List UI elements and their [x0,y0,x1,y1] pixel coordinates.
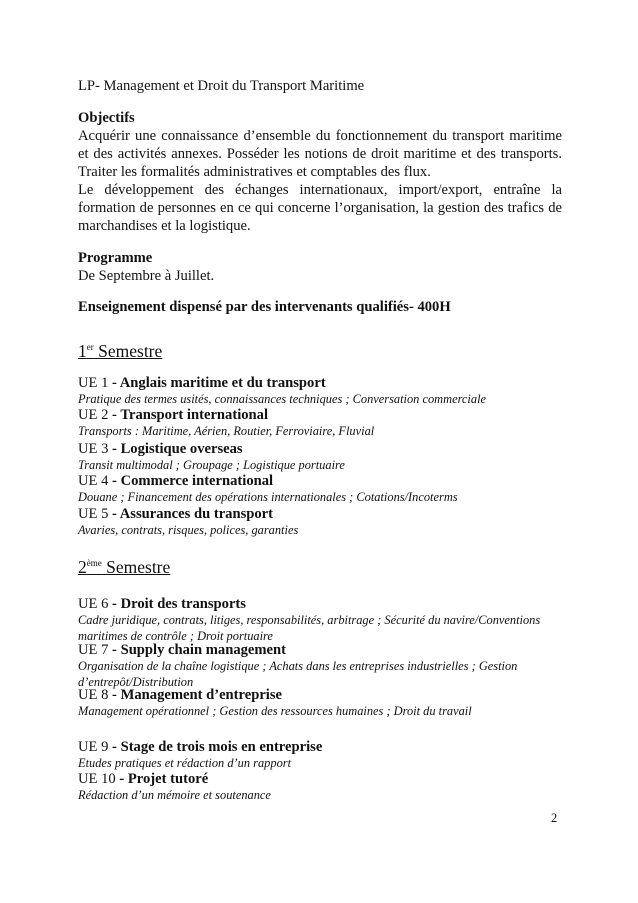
ue-code: UE 4 [78,473,109,489]
ue-title: Stage de trois mois en entreprise [120,739,323,755]
ue-separator: - [108,473,121,489]
ue-item [78,686,562,720]
ue-title: Transport international [120,407,269,423]
ue-item [78,440,562,474]
ue-code: UE 3 [78,441,109,457]
ue-separator: - [108,642,121,658]
ue-separator: - [108,506,120,522]
ue-heading [78,738,562,756]
programme-period: De Septembre à Juillet. [78,268,215,284]
enseignement-line: Enseignement dispensé par des intervenants qualifiés- 400H [78,299,451,315]
ue-description: Pratique des termes usités, connaissances techniques ; Conversation commerciale [78,392,487,406]
semestre-1-label: Semestre [93,341,163,361]
ue-code: UE 5 [78,506,109,522]
ue-heading [78,686,562,704]
ue-code: UE 2 [78,407,109,423]
ue-item [78,595,562,644]
ue-code: UE 6 [78,596,109,612]
ue-separator: - [108,407,121,423]
objectifs-title: Objectifs [78,110,135,126]
ue-separator: - [115,771,128,787]
ue-description: Rédaction d’un mémoire et soutenance [78,788,271,802]
ue-title: Anglais maritime et du transport [119,375,326,391]
ue-separator: - [108,739,121,755]
ue-heading [78,406,562,424]
ue-item [78,770,562,804]
ue-separator: - [108,441,121,457]
ue-title: Projet tutoré [127,771,209,787]
ue-separator: - [108,687,121,703]
ue-title: Supply chain management [120,642,287,658]
ue-item [78,738,562,772]
ue-description: Organisation de la chaîne logistique ; Achats dans les entreprises industrielles ; Gestion d’entrepôt/Distribution [78,659,518,689]
programme-title: Programme [78,250,153,266]
ue-heading [78,505,562,523]
ue-description: Etudes pratiques et rédaction d’un rapport [78,756,292,770]
objectifs-para-2: Le développement des échanges internationaux, import/export, entraîne la formation de personnes en ce qui concerne l’organisation, la gestion des trafics de marchandises et la logistique. [78,182,562,234]
ue-description: Transports : Maritime, Aérien, Routier, Ferroviaire, Fluvial [78,424,375,438]
ue-item [78,505,562,539]
ue-separator: - [108,596,121,612]
ue-title: Commerce international [120,473,274,489]
ue-description: Douane ; Financement des opérations internationales ; Cotations/Incoterms [78,490,458,504]
ue-description: Management opérationnel ; Gestion des ressources humaines ; Droit du travail [78,704,472,718]
page-number: 2 [551,811,558,825]
ue-title: Logistique overseas [120,441,243,457]
ue-code: UE 1 [78,375,109,391]
ue-separator: - [108,375,120,391]
ue-heading [78,641,562,659]
ue-item [78,641,562,690]
ue-title: Management d’entreprise [120,687,283,703]
semestre-1-sup: er [86,342,94,353]
ue-code: UE 8 [78,687,109,703]
document-header: LP- Management et Droit du Transport Maritime [78,78,365,94]
ue-title: Assurances du transport [119,506,274,522]
ue-code: UE 10 [78,771,116,787]
programme-section [78,249,562,285]
ue-code: UE 7 [78,642,109,658]
semestre-2-heading [78,556,562,578]
objectifs-para-1: Acquérir une connaissance d’ensemble du fonctionnement du transport maritime et des activités annexes. Posséder les notions de droit maritime et des transports. Traiter les formalités administratives et comptables des flux. [78,128,562,180]
semestre-1-heading [78,340,562,362]
objectifs-section [78,109,562,235]
semestre-2-sup: ème [86,558,102,569]
ue-item [78,406,562,440]
ue-heading [78,440,562,458]
ue-title: Droit des transports [120,596,246,612]
semestre-2-number: 2 [78,557,87,577]
ue-description: Cadre juridique, contrats, litiges, responsabilités, arbitrage ; Sécurité du navire/Conventions maritimes de contrôle ; Droit portuaire [78,613,541,643]
ue-code: UE 9 [78,739,109,755]
ue-description: Transit multimodal ; Groupage ; Logistique portuaire [78,458,345,472]
ue-heading [78,770,562,788]
ue-item [78,472,562,506]
ue-heading [78,472,562,490]
semestre-1-number: 1 [78,341,87,361]
ue-description: Avaries, contrats, risques, polices, garanties [78,523,299,537]
ue-heading [78,595,562,613]
ue-item [78,374,562,408]
ue-heading [78,374,562,392]
semestre-2-label: Semestre [101,557,171,577]
